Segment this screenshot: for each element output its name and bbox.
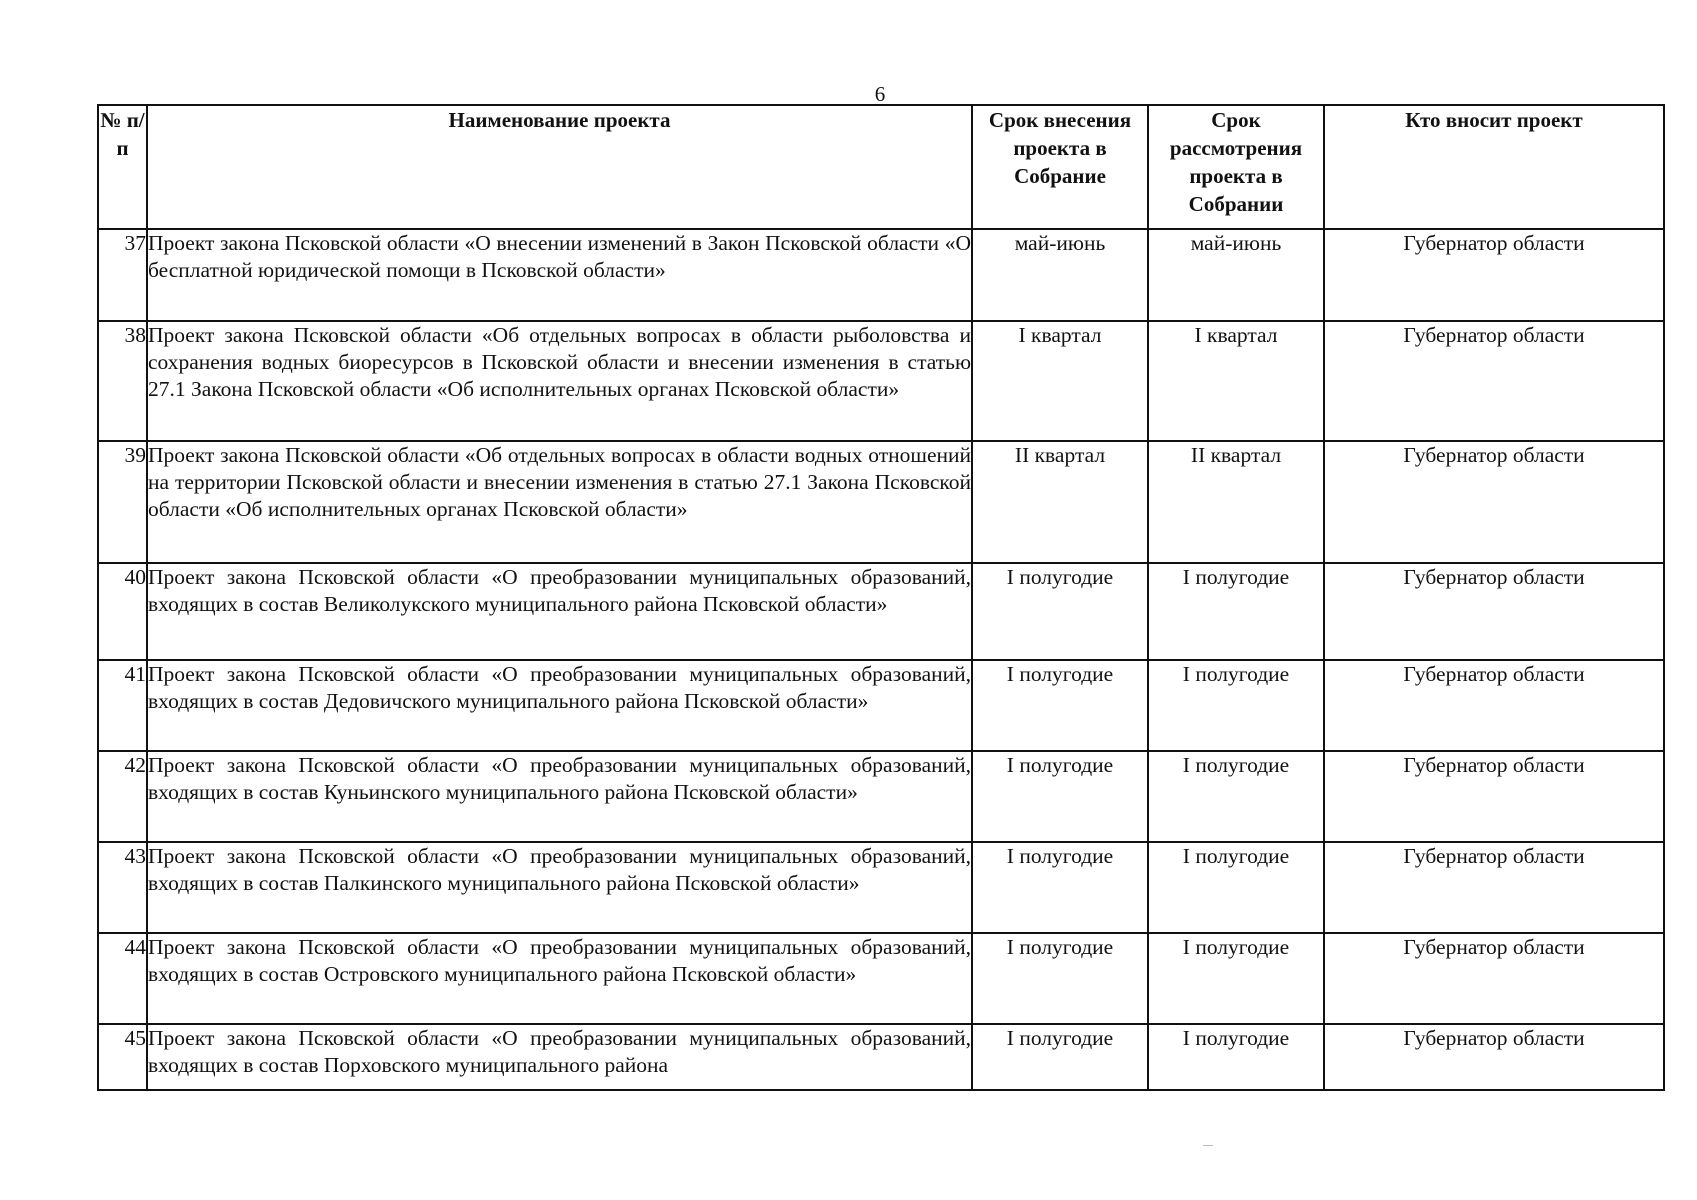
review-term: I полугодие xyxy=(1148,660,1324,751)
submitter: Губернатор области xyxy=(1324,321,1664,441)
review-term: I полугодие xyxy=(1148,842,1324,933)
table-row xyxy=(98,229,1664,321)
row-number: 43 xyxy=(98,842,147,933)
submission-term: май-июнь xyxy=(972,229,1148,321)
project-name: Проект закона Псковской области «О преобразовании муниципальных образований, входящих в состав Порховского муниципального района xyxy=(147,1024,972,1090)
submitter: Губернатор области xyxy=(1324,1024,1664,1090)
table-row xyxy=(98,842,1664,933)
table-row xyxy=(98,1024,1664,1090)
page-number: 6 xyxy=(874,82,886,106)
submission-term: I полугодие xyxy=(972,842,1148,933)
project-name: Проект закона Псковской области «О преобразовании муниципальных образований, входящих в состав Островского муниципального района Псковской области» xyxy=(147,933,972,1024)
project-name: Проект закона Псковской области «О преобразовании муниципальных образований, входящих в состав Великолукского муниципального района Псковской области» xyxy=(147,563,972,660)
legislative-plan-table xyxy=(97,104,1665,1091)
review-term: I полугодие xyxy=(1148,751,1324,842)
project-name: Проект закона Псковской области «О внесении изменений в Закон Псковской области «О бесплатной юридической помощи в Псковской области» xyxy=(147,229,972,321)
row-number: 39 xyxy=(98,441,147,563)
submitter: Губернатор области xyxy=(1324,751,1664,842)
table-row xyxy=(98,441,1664,563)
submitter: Губернатор области xyxy=(1324,842,1664,933)
review-term: II квартал xyxy=(1148,441,1324,563)
submission-term: I полугодие xyxy=(972,660,1148,751)
row-number: 37 xyxy=(98,229,147,321)
header-number: № п/п xyxy=(98,105,147,229)
submitter: Губернатор области xyxy=(1324,229,1664,321)
table-row xyxy=(98,321,1664,441)
review-term: I полугодие xyxy=(1148,933,1324,1024)
scan-artifact xyxy=(1203,1145,1213,1146)
header-project-name: Наименование проекта xyxy=(147,105,972,229)
row-number: 41 xyxy=(98,660,147,751)
project-name: Проект закона Псковской области «О преобразовании муниципальных образований, входящих в состав Дедовичского муниципального района Псковской области» xyxy=(147,660,972,751)
submission-term: I полугодие xyxy=(972,751,1148,842)
submission-term: II квартал xyxy=(972,441,1148,563)
row-number: 42 xyxy=(98,751,147,842)
project-name: Проект закона Псковской области «О преобразовании муниципальных образований, входящих в состав Палкинского муниципального района Псковской области» xyxy=(147,842,972,933)
header-submission-term: Срок внесения проекта в Собрание xyxy=(972,105,1148,229)
submitter: Губернатор области xyxy=(1324,563,1664,660)
row-number: 44 xyxy=(98,933,147,1024)
table-header-row xyxy=(98,105,1664,229)
project-name: Проект закона Псковской области «О преобразовании муниципальных образований, входящих в состав Куньинского муниципального района Псковской области» xyxy=(147,751,972,842)
submitter: Губернатор области xyxy=(1324,933,1664,1024)
table-row xyxy=(98,933,1664,1024)
table-row xyxy=(98,563,1664,660)
table-row xyxy=(98,751,1664,842)
submission-term: I квартал xyxy=(972,321,1148,441)
row-number: 38 xyxy=(98,321,147,441)
submission-term: I полугодие xyxy=(972,1024,1148,1090)
header-review-term: Срок рассмотрения проекта в Собрании xyxy=(1148,105,1324,229)
submission-term: I полугодие xyxy=(972,933,1148,1024)
row-number: 40 xyxy=(98,563,147,660)
row-number: 45 xyxy=(98,1024,147,1090)
submission-term: I полугодие xyxy=(972,563,1148,660)
review-term: I полугодие xyxy=(1148,1024,1324,1090)
project-name: Проект закона Псковской области «Об отдельных вопросах в области рыболовства и сохранения водных биоресурсов в Псковской области и внесении изменения в статью 27.1 Закона Псковской области «Об исполнительных органах Псковской области» xyxy=(147,321,972,441)
submitter: Губернатор области xyxy=(1324,441,1664,563)
review-term: I квартал xyxy=(1148,321,1324,441)
table-row xyxy=(98,660,1664,751)
header-submitter: Кто вносит проект xyxy=(1324,105,1664,229)
submitter: Губернатор области xyxy=(1324,660,1664,751)
review-term: май-июнь xyxy=(1148,229,1324,321)
project-name: Проект закона Псковской области «Об отдельных вопросах в области водных отношений на территории Псковской области и внесении изменения в статью 27.1 Закона Псковской области «Об исполнительных органах Псковской области» xyxy=(147,441,972,563)
review-term: I полугодие xyxy=(1148,563,1324,660)
